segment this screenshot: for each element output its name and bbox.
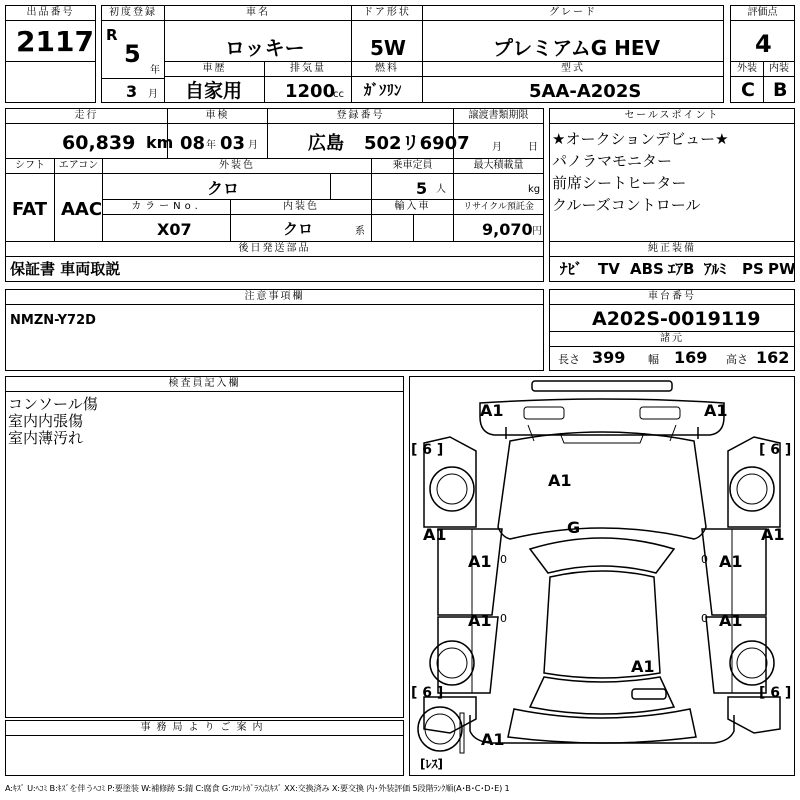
sales-point: パノラマモニター xyxy=(552,152,673,170)
damage-mark-hood: A1 xyxy=(548,471,572,490)
damage-mark-front-right: A1 xyxy=(704,401,728,420)
inspector-label: 検査員記入欄 xyxy=(6,377,403,392)
chassis-number: A202S-0019119 xyxy=(592,308,761,330)
sales-point: ★オークションデビュー★ xyxy=(552,130,729,148)
damage-mark-left-rear-door: A1 xyxy=(468,611,492,630)
mileage-box xyxy=(5,108,174,159)
first-registration-label: 初度登録 xyxy=(102,6,164,21)
capacity: 5 xyxy=(416,179,428,198)
later-parts: 保証書 車両取説 xyxy=(10,260,121,278)
shift-label: シフト xyxy=(6,159,54,174)
length-label: 長さ xyxy=(558,353,580,366)
interior-grade-box xyxy=(763,61,795,103)
exterior-color-box xyxy=(102,158,372,200)
length: 399 xyxy=(592,348,626,367)
color-number-label: カラーNo. xyxy=(103,200,230,215)
interior-label: 内装 xyxy=(764,62,794,77)
recycle-unit: 円 xyxy=(532,226,542,237)
registration-number-label: 登録番号 xyxy=(268,109,453,124)
score-label: 評価点 xyxy=(731,6,794,21)
grade-box xyxy=(422,5,724,62)
ac-label: エアコン xyxy=(55,159,102,174)
interior-color: クロ xyxy=(283,220,314,238)
oem-item: PW xyxy=(768,260,796,278)
later-parts-box xyxy=(5,241,544,282)
exterior-color-label: 外装色 xyxy=(103,159,371,174)
registration-area: 広島 xyxy=(308,133,344,154)
transfer-deadline-label: 譲渡書類期限 xyxy=(454,109,543,124)
later-parts-label: 後日発送部品 xyxy=(6,242,543,257)
sales-points-box xyxy=(549,108,795,242)
model-box xyxy=(422,61,724,103)
width: 169 xyxy=(674,348,708,367)
oem-item: TV xyxy=(598,260,620,278)
oem-equipment-box xyxy=(549,241,795,282)
inspection-label: 車検 xyxy=(168,109,267,124)
inspector-box xyxy=(5,376,404,718)
capacity-label: 乗車定員 xyxy=(372,159,453,174)
mileage-label: 走行 xyxy=(6,109,167,124)
displacement-label: 排気量 xyxy=(265,62,351,77)
door-box xyxy=(351,5,423,62)
transfer-day-unit: 日 xyxy=(528,142,538,153)
door-zero: 0 xyxy=(701,553,708,566)
door-zero: 0 xyxy=(500,553,507,566)
exterior-grade-box xyxy=(730,61,764,103)
registration-number-box xyxy=(267,108,470,159)
inspection-year: 08 xyxy=(180,133,206,154)
inspection-year-unit: 年 xyxy=(206,140,216,151)
sales-point: クルーズコントロール xyxy=(552,196,701,214)
damage-mark-rear-bumper: A1 xyxy=(481,730,505,749)
ac: AAC xyxy=(61,199,103,220)
damage-mark-right-rear-door: A1 xyxy=(719,611,743,630)
oem-item: ｱﾙﾐ xyxy=(704,260,727,278)
door-zero: 0 xyxy=(701,612,708,625)
history-box xyxy=(164,61,265,103)
inspector-note: 室内薄汚れ xyxy=(8,429,84,447)
era: R xyxy=(106,26,118,44)
lot-extra-box xyxy=(5,61,96,103)
shift: FAT xyxy=(12,199,48,220)
fuel: ｶﾞｿﾘﾝ xyxy=(364,81,402,99)
fuel-label: 燃料 xyxy=(352,62,422,77)
car-diagram-box xyxy=(409,376,795,776)
inspection-month-unit: 月 xyxy=(248,140,258,151)
year-unit: 年 xyxy=(150,65,160,76)
fuel-box xyxy=(351,61,423,103)
oem-item: ﾅﾋﾞ xyxy=(560,260,583,278)
color-number: X07 xyxy=(157,220,192,239)
height: 162 xyxy=(756,348,790,367)
displacement-box xyxy=(264,61,352,103)
cc-unit: cc xyxy=(333,89,344,100)
history-label: 車歴 xyxy=(165,62,264,77)
oem-item: ABS xyxy=(630,260,664,278)
inspection-box xyxy=(167,108,268,159)
import-label: 輸入車 xyxy=(372,200,453,215)
transfer-month-unit: 月 xyxy=(492,142,502,153)
max-load-label: 最大積載量 xyxy=(454,159,543,174)
score-box xyxy=(730,5,795,62)
model-label: 型式 xyxy=(423,62,723,77)
recycle-label: リサイクル預託金 xyxy=(454,200,543,215)
registration-number: 502リ6907 xyxy=(364,133,470,154)
damage-legend: A:ｷｽﾞ U:ﾍｺﾐ B:ｷｽﾞを伴うﾍｺﾐ P:要塗装 W:補修跡 S:錆 C:腐食 G:ﾌﾛﾝﾄｶﾞﾗｽ点ｷｽﾞ XX:交換済み X:要交換 内･外装評価 5段階ﾗﾝｸ順(A･B･C･D･E) 1 xyxy=(5,783,510,793)
tire-depth-rear-left: [ 6 ] xyxy=(411,685,444,701)
interior-color-label: 内装色 xyxy=(231,200,371,215)
lot-number-box xyxy=(5,5,96,62)
oem-item: ｴｱB xyxy=(668,260,695,278)
sales-point: 前席シートヒーター xyxy=(552,174,687,192)
max-load-unit: kg xyxy=(528,184,541,195)
recycle-box xyxy=(453,199,544,242)
ac-box xyxy=(54,158,103,242)
car-diagram xyxy=(410,377,794,775)
inspector-note: 室内内張傷 xyxy=(8,412,84,430)
grade: プレミアムG HEV xyxy=(493,36,661,60)
score: 4 xyxy=(755,30,772,58)
chassis-box xyxy=(549,289,795,371)
transfer-deadline-box xyxy=(453,108,544,159)
tire-depth-rear-right: [ 6 ] xyxy=(759,685,792,701)
car-name: ロッキー xyxy=(225,36,305,60)
model: 5AA-A202S xyxy=(529,81,642,102)
import-box xyxy=(371,199,454,242)
mileage-unit: km xyxy=(146,133,174,152)
inspector-note: コンソール傷 xyxy=(8,395,98,413)
width-label: 幅 xyxy=(648,353,659,366)
door-label: ドア形状 xyxy=(352,6,422,21)
damage-mark-front-left: A1 xyxy=(480,401,504,420)
grade-label: グレード xyxy=(423,6,723,21)
capacity-unit: 人 xyxy=(436,184,446,195)
interior-color-unit: 系 xyxy=(355,226,365,237)
max-load-box xyxy=(453,158,544,200)
month-unit: 月 xyxy=(148,89,158,100)
registration-month: 3 xyxy=(126,82,138,101)
car-name-label: 車名 xyxy=(165,6,351,21)
history: 自家用 xyxy=(185,80,243,102)
first-registration-box xyxy=(101,5,165,103)
office-label: 事務局よりご案内 xyxy=(6,721,403,736)
door-zero: 0 xyxy=(500,612,507,625)
notes-label: 注意事項欄 xyxy=(6,290,543,305)
recycle-fee: 9,070 xyxy=(482,220,533,239)
oem-equipment-label: 純正装備 xyxy=(550,242,794,257)
tire-depth-front-right: [ 6 ] xyxy=(759,442,792,458)
door-type: 5W xyxy=(370,36,406,60)
color-number-box xyxy=(102,199,231,242)
sales-points-label: セールスポイント xyxy=(550,109,794,124)
damage-mark-trunk: A1 xyxy=(631,657,655,676)
damage-mark-right-front-door: A1 xyxy=(719,552,743,571)
oem-item: PS xyxy=(742,260,764,278)
mileage: 60,839 xyxy=(62,132,136,154)
damage-mark-left-fender: A1 xyxy=(423,525,447,544)
office-box xyxy=(5,720,404,776)
lot-number: 2117 xyxy=(16,25,94,58)
dimensions-label: 諸元 xyxy=(550,331,794,347)
capacity-box xyxy=(371,158,454,200)
exterior-grade: C xyxy=(741,79,755,101)
damage-mark-left-front-door: A1 xyxy=(468,552,492,571)
damage-mark-right-fender: A1 xyxy=(761,525,785,544)
interior-color-box xyxy=(230,199,372,242)
exterior-color: クロ xyxy=(207,179,240,198)
interior-grade: B xyxy=(773,79,788,101)
inspection-month: 03 xyxy=(220,133,246,154)
height-label: 高さ xyxy=(726,353,748,366)
damage-mark-roof: G xyxy=(567,518,581,537)
spare-tire: [ﾚｽ] xyxy=(420,757,443,771)
lot-number-label: 出品番号 xyxy=(6,6,95,21)
shift-box xyxy=(5,158,55,242)
registration-year: 5 xyxy=(124,40,141,68)
tire-depth-front-left: [ 6 ] xyxy=(411,442,444,458)
chassis-label: 車台番号 xyxy=(550,290,794,305)
exterior-label: 外装 xyxy=(731,62,763,77)
displacement: 1200 xyxy=(285,81,336,102)
notes: NMZN-Y72D xyxy=(10,313,96,328)
notes-box xyxy=(5,289,544,371)
car-name-box xyxy=(164,5,352,62)
